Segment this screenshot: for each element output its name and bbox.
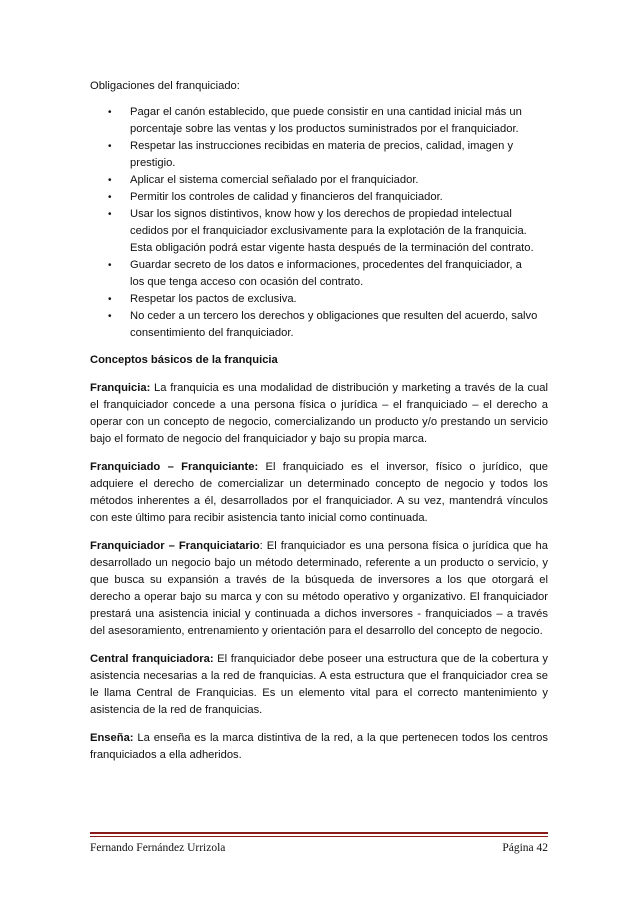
page-number: Página 42	[502, 842, 548, 854]
obligations-list	[90, 104, 548, 342]
footer-author: Fernando Fernández Urrizola	[90, 842, 226, 854]
obligations-intro: Obligaciones del franquiciado:	[90, 80, 240, 92]
definition-term: Central franquiciadora:	[90, 653, 214, 665]
list-item	[90, 104, 538, 138]
definition-term: Enseña:	[90, 732, 134, 744]
list-item	[90, 206, 538, 257]
definition-term: Franquiciado – Franquiciante:	[90, 461, 259, 473]
bullet-icon: •	[108, 192, 112, 203]
definition-ensena	[90, 730, 548, 764]
definition-text: El franquiciador debe poseer una estructura que de la cobertura y asistencia necesarias a la red de franquicias. A esta estructura que el franquiciador crea se le llama Central de Franquicias. Es un elemento vital para el correcto mantenimiento y asistencia de la red de franquicias.	[90, 653, 548, 716]
bullet-icon: •	[108, 209, 112, 220]
list-item-text: Permitir los controles de calidad y financieros del franquiciador.	[130, 191, 443, 203]
definition-term: Franquicia:	[90, 382, 151, 394]
definition-franquiciador	[90, 538, 548, 640]
footer-divider	[90, 832, 548, 834]
definition-text: : El franquiciador es una persona física o jurídica que ha desarrollado un negocio bajo un método determinado, referente a un producto o servicio, y que busca su expansión a través de la búsqueda de inversores a los que otorgará el derecho a operar bajo su marca y con su método operativo y organizativo. El franquiciador prestará una asistencia inicial y continuada a dichos inversores - franquiciados – a través del asesoramiento, entrenamiento y orientación para el desarrollo del concepto de negocio.	[90, 540, 548, 637]
bullet-icon: •	[108, 294, 112, 305]
page-footer	[90, 842, 548, 854]
definition-franquiciado	[90, 459, 548, 527]
list-item	[90, 138, 538, 172]
list-item	[90, 308, 538, 342]
page-content	[90, 78, 548, 775]
bullet-icon: •	[108, 141, 112, 152]
list-item-text: Respetar los pactos de exclusiva.	[130, 293, 297, 305]
bullet-icon: •	[108, 175, 112, 186]
list-item	[90, 257, 538, 291]
section-heading: Conceptos básicos de la franquicia	[90, 354, 278, 366]
list-item	[90, 172, 538, 189]
list-item-text: Guardar secreto de los datos e informaciones, procedentes del franquiciador, a los que tenga acceso con ocasión del contrato.	[130, 259, 522, 288]
list-item	[90, 291, 538, 308]
list-item-text: Aplicar el sistema comercial señalado por el franquiciador.	[130, 174, 419, 186]
list-item-text: Pagar el canón establecido, que puede consistir en una cantidad inicial más un porcentaje sobre las ventas y los productos suministrados por el franquiciador.	[130, 106, 522, 135]
footer-divider-thin	[90, 836, 548, 837]
definition-text: La enseña es la marca distintiva de la red, a la que pertenecen todos los centros franquiciados a ella adheridos.	[90, 732, 548, 761]
definition-central-franquiciadora	[90, 651, 548, 719]
bullet-icon: •	[108, 107, 112, 118]
definition-term: Franquiciador – Franquiciatario	[90, 540, 260, 552]
list-item	[90, 189, 538, 206]
definition-text: El franquiciado es el inversor, físico o jurídico, que adquiere el derecho de comercializar un determinado concepto de negocio y todos los métodos inherentes a él, desarrollados por el franquiciador. A su vez, mantendrá vínculos con este último para recibir asistencia tanto inicial como continuada.	[90, 461, 548, 524]
bullet-icon: •	[108, 311, 112, 322]
definition-text: La franquicia es una modalidad de distribución y marketing a través de la cual el franquiciador concede a una persona física o jurídica – el franquiciado – el derecho a operar con un concepto de negocio, comercializando un producto y/o prestando un servicio bajo el formato de negocio del franquiciador y bajo su propia marca.	[90, 382, 548, 445]
list-item-text: Respetar las instrucciones recibidas en materia de precios, calidad, imagen y prestigio.	[130, 140, 514, 169]
list-item-text: No ceder a un tercero los derechos y obligaciones que resulten del acuerdo, salvo consentimiento del franquiciador.	[130, 310, 538, 339]
bullet-icon: •	[108, 260, 112, 271]
definition-franquicia	[90, 380, 548, 448]
list-item-text: Usar los signos distintivos, know how y los derechos de propiedad intelectual cedidos por el franquiciador exclusivamente para la explotación de la franquicia. Esta obligación podrá estar vigente hasta después de la terminación del contrato.	[130, 208, 534, 254]
